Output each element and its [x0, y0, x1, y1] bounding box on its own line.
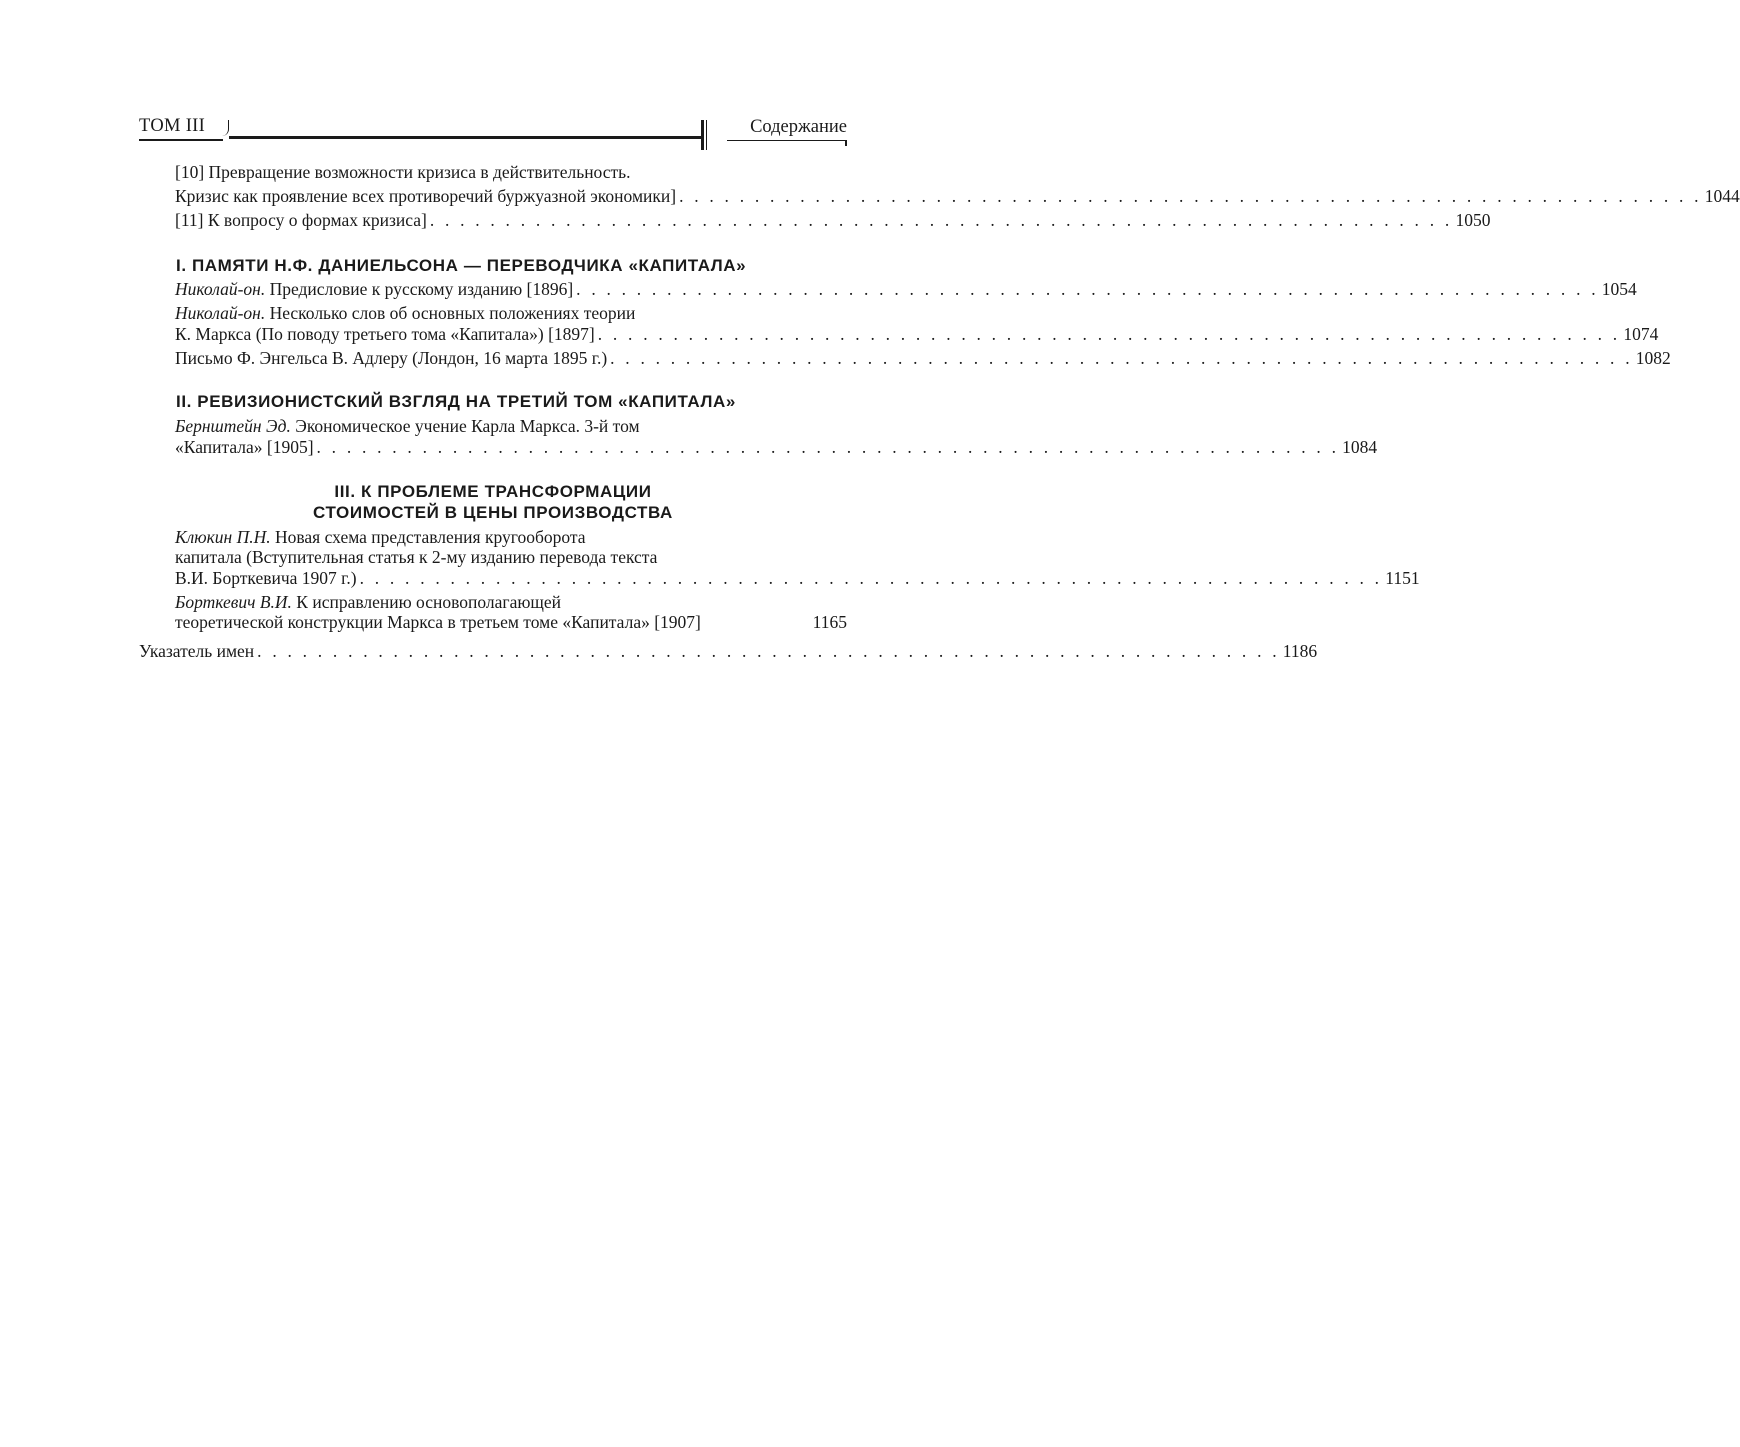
leader-dots: . . . . . . . . . . . . . . . . . . . . . . . . . . . . . . . . . . . . . . . . . . . . . . . . . . . . . . . . . . . . . . . . . . . . — [679, 186, 1702, 206]
leader-dots: . . . . . . . . . . . . . . . . . . . . . . . . . . . . . . . . . . . . . . . . . . . . . . . . . . . . . . . . . . . . . . . . . . . . — [610, 348, 1633, 368]
page-number: 1050 — [1455, 210, 1491, 230]
toc-entry-s3-a-line3 — [175, 568, 1420, 588]
header-ornament-bar-thin — [706, 120, 707, 150]
toc-entry-s3-b-line2 — [175, 612, 847, 632]
toc-entry-text: Письмо Ф. Энгельса В. Адлеру (Лондон, 16 марта 1895 г.) — [175, 348, 608, 368]
author: Бернштейн Эд. — [175, 416, 291, 436]
toc-entry-text: теоретической конструкции Маркса в третьем томе «Капитала» [1907] — [175, 612, 701, 632]
header-ornament-bar — [701, 120, 704, 150]
author: Николай-он. — [175, 303, 266, 323]
header-ornament-hook — [845, 140, 847, 146]
toc-entry-s1-c — [175, 348, 1671, 368]
toc-entry-s2-a-line2 — [175, 437, 1378, 457]
toc-entry-text: «Капитала» [1905] — [175, 437, 314, 457]
toc-entry-10-line2 — [175, 186, 1740, 206]
toc-entry-s1-a — [175, 279, 1637, 299]
title: Экономическое учение Карла Маркса. 3-й том — [290, 416, 640, 436]
toc-entry-text: Указатель имен — [139, 641, 255, 661]
leader-space — [701, 612, 813, 632]
running-header-section: Содержание — [750, 117, 847, 137]
toc-entry-11 — [175, 210, 1491, 230]
leader-dots: . . . . . . . . . . . . . . . . . . . . . . . . . . . . . . . . . . . . . . . . . . . . . . . . . . . . . . . . . . . . . . . . . . . . — [576, 279, 1599, 299]
toc-entry-s1-b-line1 — [175, 303, 635, 323]
author: Борткевич В.И. — [175, 592, 292, 612]
toc-entry-text: [11] К вопросу о формах кризиса] — [175, 210, 427, 230]
toc-entry-text — [175, 279, 573, 299]
title: Новая схема представления кругооборота — [270, 527, 586, 547]
page-number: 1151 — [1385, 568, 1420, 588]
running-header-volume: ТОМ III — [139, 116, 206, 136]
author: Клюкин П.Н. — [175, 527, 271, 547]
toc-entry-index — [139, 641, 1318, 661]
toc-entry-s1-b-line2 — [175, 324, 1659, 344]
page-number: 1082 — [1635, 348, 1671, 368]
header-underline-left — [139, 139, 223, 141]
page-number: 1186 — [1282, 641, 1318, 661]
header-rule — [229, 136, 701, 139]
title: Несколько слов об основных положениях теории — [265, 303, 636, 323]
title: К исправлению основополагающей — [291, 592, 562, 612]
header-underline-right — [727, 140, 847, 141]
title: Предисловие к русскому изданию [1896] — [265, 279, 574, 299]
page-number: 1074 — [1623, 324, 1659, 344]
toc-entry-text: Кризис как проявление всех противоречий буржуазной экономики] — [175, 186, 677, 206]
page-number: 1084 — [1342, 437, 1378, 457]
header-ornament-curl — [222, 120, 229, 136]
section-heading-3-line2: СТОИМОСТЕЙ В ЦЕНЫ ПРОИЗВОДСТВА — [313, 503, 673, 522]
page-number: 1044 — [1704, 186, 1740, 206]
toc-entry-s3-b-line1 — [175, 592, 561, 612]
toc-entry-s3-a-line1 — [175, 527, 586, 547]
page-number: 1165 — [812, 612, 847, 632]
toc-entry-s3-a-line2: капитала (Вступительная статья к 2-му изданию перевода текста — [175, 547, 658, 567]
toc-entry-text: К. Маркса (По поводу третьего тома «Капитала») [1897] — [175, 324, 595, 344]
author: Николай-он. — [175, 279, 266, 299]
page-number: 1054 — [1601, 279, 1637, 299]
leader-dots: . . . . . . . . . . . . . . . . . . . . . . . . . . . . . . . . . . . . . . . . . . . . . . . . . . . . . . . . . . . . . . . . . . . . — [359, 568, 1383, 588]
leader-dots: . . . . . . . . . . . . . . . . . . . . . . . . . . . . . . . . . . . . . . . . . . . . . . . . . . . . . . . . . . . . . . . . . . . . — [257, 641, 1280, 661]
leader-dots: . . . . . . . . . . . . . . . . . . . . . . . . . . . . . . . . . . . . . . . . . . . . . . . . . . . . . . . . . . . . . . . . . . . . — [316, 437, 1340, 457]
toc-entry-s2-a-line1 — [175, 416, 640, 436]
section-heading-1: I. ПАМЯТИ Н.Ф. ДАНИЕЛЬСОНА — ПЕРЕВОДЧИКА «КАПИТАЛА» — [176, 256, 747, 275]
toc-entry-text: В.И. Борткевича 1907 г.) — [175, 568, 357, 588]
section-heading-3-line1: III. К ПРОБЛЕМЕ ТРАНСФОРМАЦИИ — [334, 482, 652, 501]
leader-dots: . . . . . . . . . . . . . . . . . . . . . . . . . . . . . . . . . . . . . . . . . . . . . . . . . . . . . . . . . . . . . . . . . . . . — [429, 210, 1453, 230]
section-heading-2: II. РЕВИЗИОНИСТСКИЙ ВЗГЛЯД НА ТРЕТИЙ ТОМ «КАПИТАЛА» — [176, 392, 736, 411]
leader-dots: . . . . . . . . . . . . . . . . . . . . . . . . . . . . . . . . . . . . . . . . . . . . . . . . . . . . . . . . . . . . . . . . . . . . — [597, 324, 1621, 344]
toc-entry-10-line1: [10] Превращение возможности кризиса в действительность. — [175, 162, 631, 182]
